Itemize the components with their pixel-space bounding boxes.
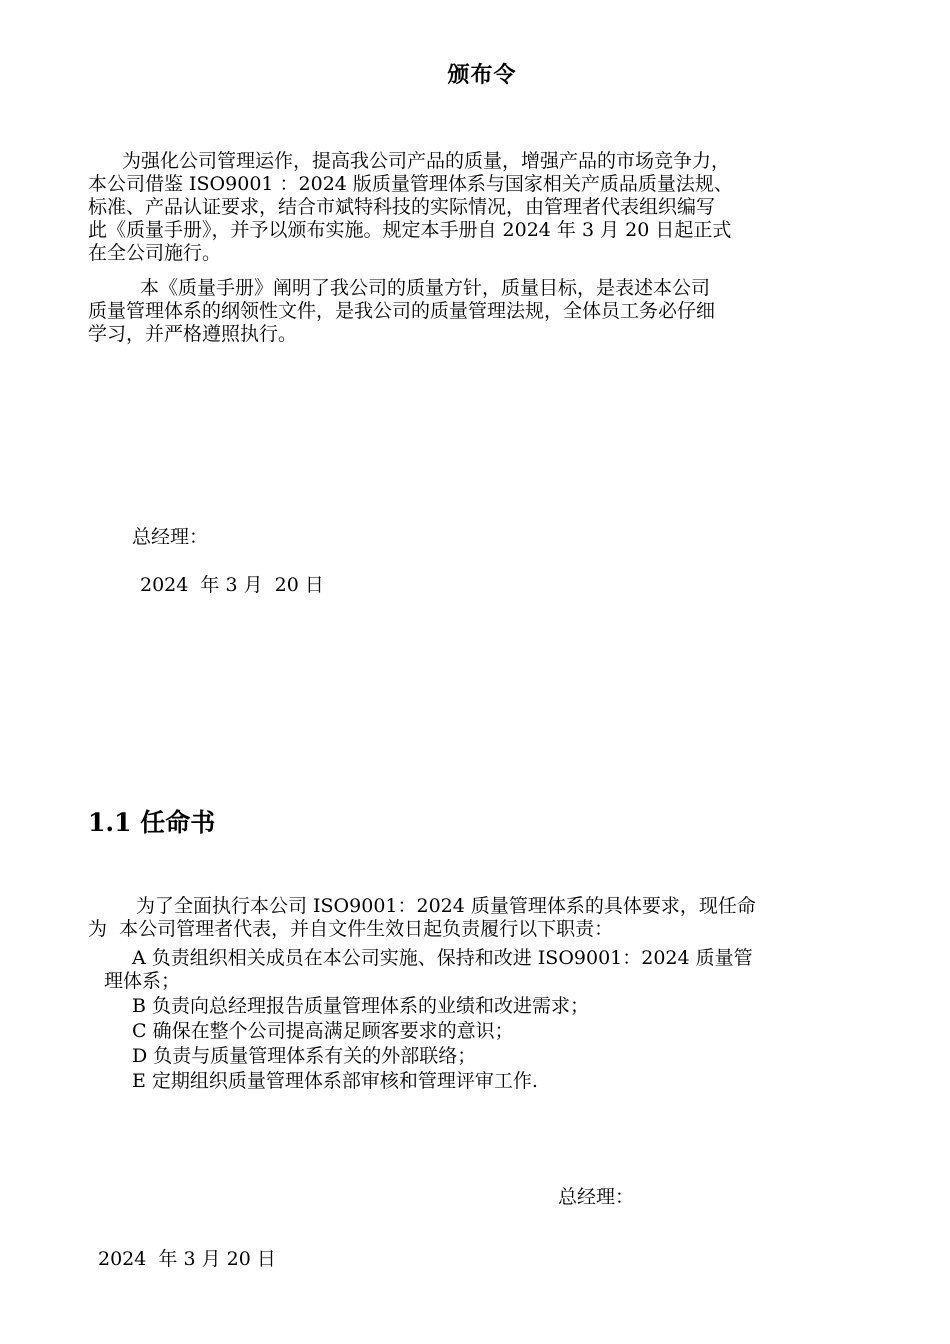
decree-p2-line3: 学习，并严格遵照执行。 bbox=[88, 323, 298, 345]
appointment-signature-label: 总经理： bbox=[558, 1186, 635, 1208]
appointment-intro-line1: 为了全面执行本公司 ISO9001：2024 质量管理体系的具体要求，现任命 bbox=[136, 895, 756, 917]
decree-title: 颁布令 bbox=[447, 62, 517, 88]
decree-p1-line5: 在全公司施行。 bbox=[88, 242, 222, 264]
duty-a-line1: A 负责组织相关成员在本公司实施、保持和改进 ISO9001：2024 质量管 bbox=[132, 947, 753, 969]
decree-p1-line4: 此《质量手册》，并予以颁布实施。规定本手册自 2024 年 3 月 20 日起正式 bbox=[88, 219, 732, 241]
appointment-intro-line2: 为 本公司管理者代表，并自文件生效日起负责履行以下职责： bbox=[88, 918, 614, 940]
decree-p2-line2: 质量管理体系的纲领性文件，是我公司的质量管理法规，全体员工务必仔细 bbox=[88, 300, 716, 322]
decree-p1-line1: 为强化公司管理运作，提高我公司产品的质量，增强产品的市场竞争力， bbox=[122, 150, 731, 172]
duty-e: E 定期组织质量管理体系部审核和管理评审工作. bbox=[132, 1070, 538, 1092]
duty-b: B 负责向总经理报告质量管理体系的业绩和改进需求； bbox=[132, 995, 590, 1017]
decree-date: 2024 年 3 月 20 日 bbox=[140, 574, 324, 596]
decree-p1-line3: 标准、产品认证要求，结合市斌特科技的实际情况，由管理者代表组织编写 bbox=[88, 196, 716, 218]
decree-signature-label: 总经理： bbox=[132, 526, 209, 548]
appointment-date: 2024 年 3 月 20 日 bbox=[98, 1248, 276, 1270]
duty-d: D 负责与质量管理体系有关的外部联络； bbox=[132, 1045, 477, 1067]
decree-p2-line1: 本《质量手册》阐明了我公司的质量方针，质量目标，是表述本公司 bbox=[140, 277, 711, 299]
appointment-heading: 1.1 任命书 bbox=[88, 808, 216, 837]
decree-p1-line2: 本公司借鉴 ISO9001 ：2024 版质量管理体系与国家相关产质品质量法规、 bbox=[88, 173, 733, 195]
duty-c: C 确保在整个公司提高满足顾客要求的意识； bbox=[132, 1020, 514, 1042]
duty-a-line2: 理体系； bbox=[104, 970, 181, 992]
